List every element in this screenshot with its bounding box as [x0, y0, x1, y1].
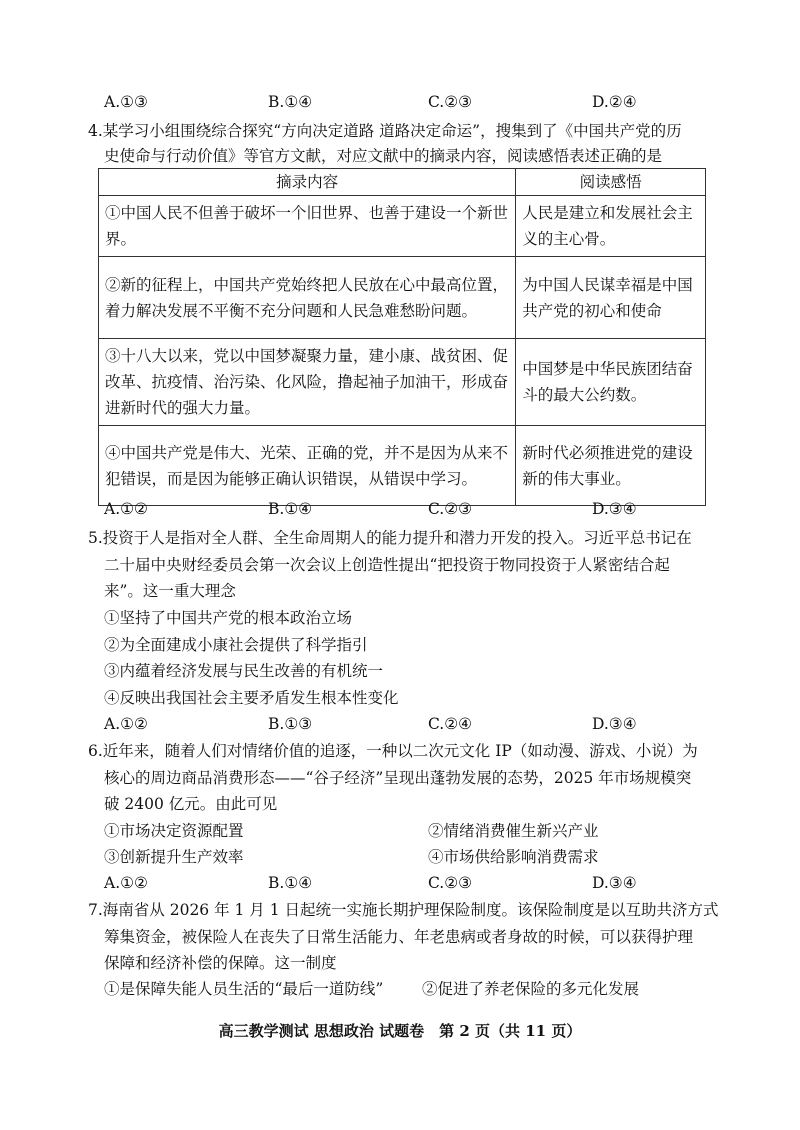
table-row [99, 339, 706, 426]
q5-stem-line-3: 来”。这一重大理念 [104, 582, 236, 600]
excerpt-table [98, 168, 706, 506]
q6-stem-line-1: 6.近年来，随着人们对情绪价值的追逐，一种以二次元文化 IP（如动漫、游戏、小说）为 [88, 742, 698, 760]
table-header-excerpt: 摘录内容 [99, 169, 516, 196]
excerpt-cell: ④中国共产党是伟大、光荣、正确的党，并不是因为从来不犯错误，而是因为能够正确认识错误，从错误中学习。 [99, 426, 516, 506]
q7-stem-line-2: 筹集资金，被保险人在丧失了日常生活能力、年老患病或者身故的时候，可以获得护理 [104, 928, 694, 946]
q6-item: ④市场供给影响消费需求 [428, 848, 599, 866]
q6-stem-line-2: 核心的周边商品消费形态——“谷子经济”呈现出蓬勃发展的态势，2025 年市场规模突 [104, 769, 692, 787]
q5-stem-line-1: 5.投资于人是指对全人群、全生命周期人的能力提升和潜力开发的投入。习近平总书记在 [88, 529, 692, 547]
q4-stem-line-2: 史使命与行动价值》等官方文献，对应文献中的摘录内容，阅读感悟表述正确的是 [104, 147, 663, 165]
option-b[interactable]: B.①③ [268, 715, 313, 733]
insight-cell: 为中国人民谋幸福是中国共产党的初心和使命 [516, 257, 706, 339]
option-a[interactable]: A.①③ [104, 93, 148, 111]
q3-options [104, 91, 704, 113]
q6-items-row-1 [104, 820, 704, 842]
q6-item: ②情绪消费催生新兴产业 [428, 822, 599, 840]
q4-stem-line-1: 4.某学习小组围绕综合探究“方向决定道路 道路决定命运”，搜集到了《中国共产党的历 [88, 122, 682, 140]
q4-options [104, 498, 704, 520]
insight-cell: 人民是建立和发展社会主义的主心骨。 [516, 196, 706, 257]
option-d[interactable]: D.③④ [592, 500, 637, 518]
option-c[interactable]: C.②③ [428, 874, 473, 892]
table-row [99, 196, 706, 257]
q7-item: ①是保障失能人员生活的“最后一道防线” [104, 980, 384, 998]
page-footer: 高三教学测试 思想政治 试题卷 第 2 页（共 11 页） [218, 1022, 582, 1040]
q5-item: ④反映出我国社会主要矛盾发生根本性变化 [104, 689, 399, 707]
option-c[interactable]: C.②③ [428, 93, 473, 111]
option-a[interactable]: A.①② [104, 715, 148, 733]
q6-options [104, 872, 704, 894]
q6-item: ①市场决定资源配置 [104, 822, 244, 840]
q6-item: ③创新提升生产效率 [104, 848, 244, 866]
q5-item: ②为全面建成小康社会提供了科学指引 [104, 636, 368, 654]
q7-stem-line-1: 7.海南省从 2026 年 1 月 1 日起统一实施长期护理保险制度。该保险制度是以互助共济方式 [88, 901, 719, 919]
option-c[interactable]: C.②③ [428, 500, 473, 518]
option-c[interactable]: C.②④ [428, 715, 473, 733]
excerpt-cell: ①中国人民不但善于破坏一个旧世界、也善于建设一个新世界。 [99, 196, 516, 257]
option-d[interactable]: D.②④ [592, 93, 637, 111]
option-d[interactable]: D.③④ [592, 874, 637, 892]
excerpt-cell: ②新的征程上，中国共产党始终把人民放在心中最高位置，着力解决发展不平衡不充分问题和人民急难愁盼问题。 [99, 257, 516, 339]
q5-item: ③内蕴着经济发展与民生改善的有机统一 [104, 662, 384, 680]
insight-cell: 新时代必须推进党的建设新的伟大事业。 [516, 426, 706, 506]
option-a[interactable]: A.①② [104, 500, 148, 518]
q7-item: ②促进了养老保险的多元化发展 [422, 980, 640, 998]
q5-stem-line-2: 二十届中央财经委员会第一次会议上创造性提出“把投资于物同投资于人紧密结合起 [104, 556, 670, 574]
q7-stem-line-3: 保障和经济补偿的保障。这一制度 [104, 954, 337, 972]
table-row [99, 426, 706, 506]
q5-options [104, 713, 704, 735]
q6-items-row-2 [104, 846, 704, 868]
option-b[interactable]: B.①④ [268, 874, 313, 892]
table-row [99, 257, 706, 339]
insight-cell: 中国梦是中华民族团结奋斗的最大公约数。 [516, 339, 706, 426]
excerpt-cell: ③十八大以来，党以中国梦凝聚力量，建小康、战贫困、促改革、抗疫情、治污染、化风险，撸起袖子加油干，形成奋进新时代的强大力量。 [99, 339, 516, 426]
option-b[interactable]: B.①④ [268, 500, 313, 518]
option-d[interactable]: D.③④ [592, 715, 637, 733]
table-header-insight: 阅读感悟 [516, 169, 706, 196]
q5-item: ①坚持了中国共产党的根本政治立场 [104, 609, 353, 627]
q6-stem-line-3: 破 2400 亿元。由此可见 [104, 795, 278, 813]
option-a[interactable]: A.①② [104, 874, 148, 892]
table-header-row [99, 169, 706, 196]
q7-items-row-1 [104, 978, 704, 1000]
option-b[interactable]: B.①④ [268, 93, 313, 111]
